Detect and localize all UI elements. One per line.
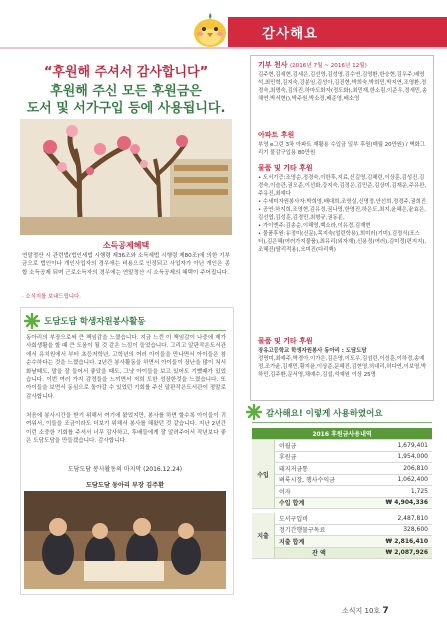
goods-item: • 수세미자원봉사자:박희영,배대희,조영실,신명정,안선희,정경주,권희진 (258, 199, 427, 205)
volunteer-caption: 도담도담 봉사활동의 마지막 (2016.12.24) (67, 466, 183, 473)
apartment-heading: 아파트 후원 (258, 131, 295, 139)
volunteer-photo (24, 491, 226, 589)
usage-section-rule (252, 422, 432, 423)
quote-heading: “후원해 주셔서 감사합니다” (43, 65, 209, 80)
header-band (228, 17, 447, 47)
balance-row: 잔 액 ₩ 2,087,926 (252, 547, 432, 559)
tax-benefit-text: 연말정산 시 관련법(법인세법 시행령 제36조와 소득세법 시행령 제80조)에 의한 기부금으로 법인이나 개인사업자의 경우에는 비용으로 인정되고 사업자가 아닌 개인은 종합 소득공제 되며 근로소득자의 경우에는 연말정산 시 소득공제의 혜택이 주어집니다. (22, 253, 230, 276)
expense-label: 지출 (252, 513, 275, 559)
goods2-members: 정명미,최예주,박경아,이가은,김은영,이도우,김섬린,이성훈,이하경,송예정,조가윤,김재민,황지윤,이상준,문혜진,김현영,허대리,허다연,이보영,박하민,김주환,문서영,채예수,김설,석예원 이상 25명 (258, 356, 427, 378)
table-row: 정기간행물구독료 328,600 (252, 524, 432, 536)
expense-total-row: 지출 합계 ₩ 2,816,410 (252, 536, 432, 548)
table-row: 후원금 1,954,000 (252, 451, 432, 463)
tax-note: · 소식지를 보내드립니다. (22, 294, 81, 300)
volunteer-section-title: 도담도담 학생자원봉사활동 (44, 317, 146, 327)
goods-list (258, 174, 428, 254)
usage-section-title: 감사해요! 이렇게 사용하였어요 (266, 409, 383, 419)
volunteer-text-2: 처음에 봉사시간을 받기 위해서 여기에 왔었지만, 봉사를 하면 할수록 아이들이 귀여워서, 이들을 조금이라도 더보기 위해서 봉사를 해왔던 것 같습니다. 지난 2년간 이런 소중한 기회를 주셔서 너무 감사하고, 후배들에게 잘 알려주어서 작년보다 좋은 도담도담을 만들겠습니다. 감사합니다. (26, 413, 226, 445)
donors-list: 김주현,김세현,김세은,김선영,김성영,김수연,김영환,한승현,김우주,배영석,최민혁,김지숙,강분임,김성아,김진현,박희숙,박희민,박지연,조영환,정경숙,최명숙,김의진,하마도화자(정도화),최민재,한소림,이준우,정새민,송채연,박서현(),박주원,박소정,배준영,배소영 (258, 72, 427, 102)
usage-table-title: 2016 후원금사용내역 (252, 428, 432, 440)
volunteer-section-rule (28, 330, 226, 331)
income-total-row: 수입 합계 ₩ 4,904,336 (252, 497, 432, 509)
headline-line2: 도서 및 서가구입 등에 사용됩니다. (26, 101, 226, 116)
goods2-text (258, 347, 428, 379)
goods-heading: 물품 및 기타 후원 (258, 164, 313, 172)
header-title: 감사해요 (262, 26, 319, 42)
goods-item: • 물품후원:유정미(신문),목지숙(얼린학용),희미러(기미),김정식(포스터),김은혜(여러가지물품),최유리(외자재),신용정(여러),김미정(편지지),조혜진(탈리적용),오미진(다리핵) (258, 231, 427, 253)
goods-item: • 공연:하지희,조영현,김유정,권나영,한영진,하은도,최지,윤혜은,윤효은,김선엽,김성훈,김경민,최형규,권동륜, (258, 207, 426, 221)
goods-item: • 도서기증:조영순,정경숙,이한후,지료,신길영,김혜린,이상훈,김성진,김경숙,이슬관,권오준,이선화,강지숙,김정은,김민준,김상미,김재운,주유완,주유진,최예다 (258, 175, 427, 197)
goods2-heading: 물품 및 기타 후원 (258, 337, 313, 345)
table-row: 벼룩시장, 행사수익금 1,062,400 (252, 474, 432, 486)
tax-benefit-heading: 소득공제혜택 (102, 241, 150, 250)
library-wall-photo (20, 119, 232, 235)
table-row: 돼지저금통 206,810 (252, 463, 432, 475)
goods2-club: 장유고등학교 학생자원봉사 동아리 : 도담도담 (258, 348, 367, 354)
headline-line1: 후원해 주신 모든 후원금은 (50, 84, 202, 99)
volunteer-photo-caption: 도담도담 동아리 부장 김주환 (85, 482, 165, 489)
table-row: 지출 도서구입비 2,487,810 (252, 513, 432, 524)
chick-icon (190, 11, 230, 49)
asterisk-icon (24, 313, 40, 329)
goods-item: • 가이엔주:김송순,이해영,백소라,이유경,김재현 (258, 223, 371, 229)
page-footer: 소식지 10호 7 (342, 606, 389, 616)
asterisk-icon (246, 404, 262, 420)
page-number: 7 (382, 606, 389, 616)
volunteer-text: 동아리의 부장으로써 큰 책임감을 느꼈습니다. 지금 느낀 이 책임감이 나중에 제가 사회생활을 할 때 큰 도움이 될 것 같은 느낌이 들었습니다. 그리고 알판작은도서관에서 유치원에서 부터 초등저학년, 고학년의 여러 아이들을 만나면서 아이들은 참 순수하다는 것을 느꼈습니다. 2년간 봉사활동을 하면서 아이들이 장난을 많이 쳐서 화날때도, 말을 잘 들어서 좋았을 때도, 그냥 아이들을 보고 있어도 기뻤때가 있었습니다. 이번 여러 가지 감정들을 느끼면서 저희 도한 성장한것을 느꼈습니다. 또 아이들을 보면서 동심으로 돌아갈 수 있었던 기회를 주신 알판작은도서관이 정말로 감사합니다. (26, 335, 226, 400)
apartment-text: 부영 e그린 3차 아파트 재활용 수입금 일부 후원(매월 20만원) / 벽화그리기 물감구입용 80만원 (258, 142, 425, 156)
donors-heading: 기부 천사 (2016년 7월 ~ 2016년 12월) (258, 61, 367, 69)
table-row: 수입 이월금 1,679,401 (252, 440, 432, 452)
income-label: 수입 (252, 440, 275, 509)
usage-table (252, 428, 432, 559)
table-row: 이자 1,725 (252, 486, 432, 498)
